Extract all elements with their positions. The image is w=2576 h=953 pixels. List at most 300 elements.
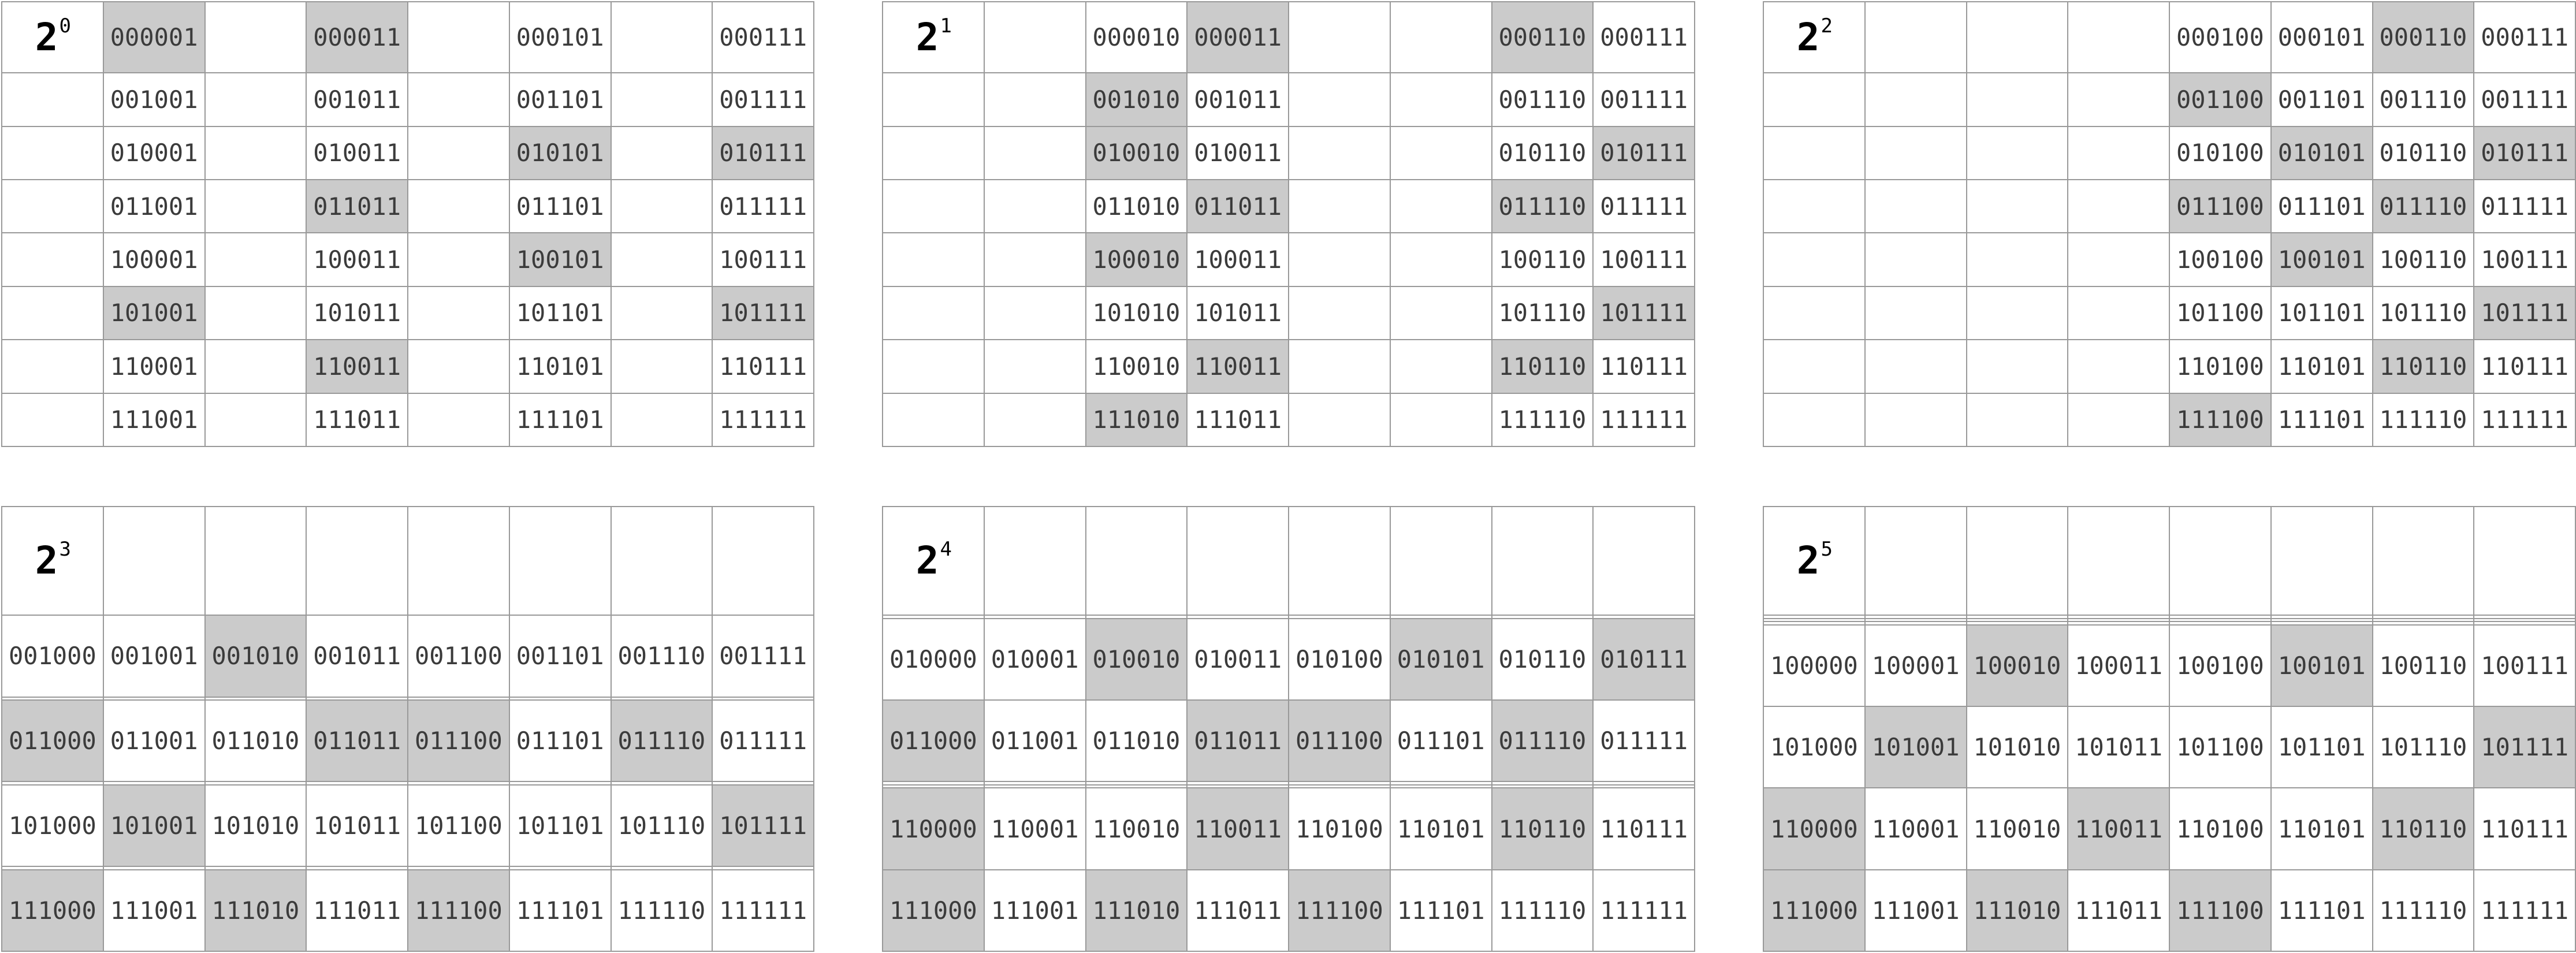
binary-cell: 010100 [1289,619,1390,700]
card-row [2,340,814,393]
binary-cell: 001101 [509,615,611,697]
empty-cell [408,393,509,446]
binary-cell: 110011 [1187,788,1289,869]
binary-cell: 111000 [2,870,103,951]
card-row [1763,507,2575,615]
binary-cell: 011101 [509,180,611,233]
empty-cell [1967,393,2068,446]
binary-cell: 000100 [2169,2,2271,73]
empty-cell [2,180,103,233]
binary-cell: 011111 [2474,180,2575,233]
empty-cell [1390,507,1492,615]
card-row [883,619,1695,700]
binary-cell: 111010 [1967,870,2068,951]
binary-cell: 111001 [103,870,205,951]
empty-cell [984,73,1086,126]
binary-cell: 111111 [2474,393,2575,446]
empty-cell [1289,180,1390,233]
empty-cell [103,507,205,615]
binary-cell: 010111 [1593,619,1695,700]
empty-cell [2271,507,2373,615]
empty-cell [1967,2,2068,73]
binary-cell: 100010 [1967,625,2068,706]
binary-cell: 110100 [1289,788,1390,869]
binary-cell: 010000 [883,619,984,700]
binary-cell: 010011 [1187,619,1289,700]
card-row [1763,2,2575,73]
empty-cell [408,507,509,615]
binary-cell: 101011 [1187,286,1289,340]
empty-cell [1289,2,1390,73]
binary-cell: 001011 [1187,73,1289,126]
card-row [1763,870,2575,951]
power-exponent: 3 [59,538,71,561]
binary-cell: 111010 [205,870,307,951]
empty-cell [2,393,103,446]
empty-cell [1086,507,1188,615]
binary-cell: 110101 [509,340,611,393]
binary-cell: 111110 [1492,393,1594,446]
binary-cell: 111100 [2169,393,2271,446]
empty-cell [984,233,1086,286]
empty-cell [1865,2,1967,73]
binary-cell: 111110 [2373,870,2474,951]
card-row [2,615,814,697]
card-row [883,700,1695,781]
empty-cell [1865,286,1967,340]
empty-cell [984,180,1086,233]
binary-cell: 110111 [2474,340,2575,393]
empty-cell [1763,286,1865,340]
binary-cell: 101110 [2373,286,2474,340]
binary-cell: 001101 [2271,73,2373,126]
empty-cell [205,393,307,446]
binary-cell: 100011 [306,233,408,286]
binary-cell: 101100 [408,785,509,866]
binary-cell: 100101 [509,233,611,286]
empty-cell [1865,340,1967,393]
binary-cell: 001111 [712,73,814,126]
empty-cell [1289,340,1390,393]
power-card-2-4 [882,506,1695,952]
binary-cell: 101101 [2271,706,2373,788]
empty-cell [408,286,509,340]
empty-cell [205,126,307,180]
empty-cell [984,507,1086,615]
binary-cell: 010010 [1086,619,1188,700]
binary-cell: 000101 [509,2,611,73]
binary-cell: 001100 [408,615,509,697]
binary-cell: 111010 [1086,393,1188,446]
binary-cell: 011100 [408,700,509,781]
binary-cell: 010110 [1492,619,1594,700]
binary-cell: 000011 [306,2,408,73]
empty-cell [1763,73,1865,126]
binary-cell: 110111 [1593,340,1695,393]
binary-cell: 011000 [883,700,984,781]
empty-cell [1187,507,1289,615]
card-row [1763,393,2575,446]
binary-cell: 100101 [2271,625,2373,706]
card-row [2,870,814,951]
empty-cell [2068,2,2169,73]
binary-cell: 010001 [984,619,1086,700]
binary-cell: 110110 [1492,788,1594,869]
empty-cell [1763,393,1865,446]
card-row [2,73,814,126]
binary-cell: 100000 [1763,625,1865,706]
empty-cell [205,2,307,73]
binary-cell: 001001 [103,615,205,697]
binary-cell: 000110 [2373,2,2474,73]
empty-cell [2,126,103,180]
power-exponent: 2 [1821,14,1833,38]
empty-cell [2474,507,2575,615]
binary-cell: 101101 [509,286,611,340]
empty-cell [1967,126,2068,180]
card-row [1763,788,2575,869]
binary-cell: 101101 [509,785,611,866]
binary-cell: 110110 [1492,340,1594,393]
power-base: 2 [1796,14,1820,59]
binary-cell: 001110 [2373,73,2474,126]
empty-cell [611,393,713,446]
empty-cell [1390,126,1492,180]
binary-cell: 111110 [2373,393,2474,446]
binary-cell: 101010 [1967,706,2068,788]
card-row [1763,180,2575,233]
binary-cell: 101111 [712,785,814,866]
binary-cell: 011000 [2,700,103,781]
binary-cell: 100011 [2068,625,2169,706]
empty-cell [1967,286,2068,340]
binary-cell: 101110 [2373,706,2474,788]
empty-cell [2068,340,2169,393]
binary-cell: 001111 [2474,73,2575,126]
binary-cell: 011011 [1187,180,1289,233]
empty-cell [1289,393,1390,446]
binary-cell: 101011 [306,785,408,866]
binary-cell: 110011 [306,340,408,393]
binary-cell: 101111 [1593,286,1695,340]
binary-cell: 010101 [2271,126,2373,180]
card-row [883,73,1695,126]
binary-cell: 010011 [306,126,408,180]
binary-cell: 011100 [1289,700,1390,781]
empty-cell [408,73,509,126]
binary-cell: 011111 [712,180,814,233]
empty-cell [205,233,307,286]
power-label-cell [2,507,103,615]
empty-cell [2068,73,2169,126]
empty-cell [2169,507,2271,615]
binary-cell: 010111 [2474,126,2575,180]
binary-cell: 110101 [2271,340,2373,393]
card-row [2,233,814,286]
binary-cell: 110101 [2271,788,2373,869]
empty-cell [984,126,1086,180]
binary-cell: 100001 [103,233,205,286]
binary-cell: 011011 [306,180,408,233]
binary-cell: 010010 [1086,126,1188,180]
card-row [883,286,1695,340]
binary-cell: 111001 [984,870,1086,951]
binary-cell: 010101 [1390,619,1492,700]
binary-cell: 011001 [103,180,205,233]
card-row [883,2,1695,73]
empty-cell [1967,507,2068,615]
empty-cell [205,73,307,126]
power-label [35,538,70,583]
empty-cell [2068,286,2169,340]
card-row [883,126,1695,180]
binary-cell: 110110 [2373,340,2474,393]
card-row [2,700,814,781]
binary-cell: 011111 [1593,700,1695,781]
power-label [35,15,70,59]
binary-cell: 100010 [1086,233,1188,286]
empty-cell [883,233,984,286]
binary-cell: 111000 [1763,870,1865,951]
power-base: 2 [1796,538,1820,583]
binary-cell: 101100 [2169,706,2271,788]
empty-cell [1390,340,1492,393]
card-row [2,2,814,73]
card-row [1763,73,2575,126]
binary-cell: 001100 [2169,73,2271,126]
card-row [2,393,814,446]
card-row [1763,340,2575,393]
empty-cell [2068,507,2169,615]
card-row [2,785,814,866]
empty-cell [984,2,1086,73]
binary-cell: 011011 [306,700,408,781]
binary-cell: 011101 [2271,180,2373,233]
binary-cell: 101111 [2474,286,2575,340]
binary-cell: 110000 [1763,788,1865,869]
binary-cell: 110010 [1086,340,1188,393]
binary-cell: 001010 [1086,73,1188,126]
power-exponent: 5 [1821,538,1833,561]
binary-cell: 111111 [1593,393,1695,446]
empty-cell [408,340,509,393]
empty-cell [1390,73,1492,126]
binary-cell: 110111 [1593,788,1695,869]
binary-cell: 000011 [1187,2,1289,73]
binary-cell: 010101 [509,126,611,180]
empty-cell [1492,507,1594,615]
binary-cell: 110111 [2474,788,2575,869]
binary-cell: 101111 [712,286,814,340]
binary-cell: 011010 [1086,700,1188,781]
power-label-cell [1763,507,1865,615]
binary-cell: 110101 [1390,788,1492,869]
binary-cell: 011010 [205,700,307,781]
card-row [1763,286,2575,340]
binary-cell: 110011 [1187,340,1289,393]
power-label-cell [883,507,984,615]
binary-cell: 110000 [883,788,984,869]
empty-cell [1865,233,1967,286]
binary-cell: 111001 [103,393,205,446]
binary-cell: 010100 [2169,126,2271,180]
power-card-2-0 [1,1,814,447]
binary-cell: 101101 [2271,286,2373,340]
empty-cell [1865,180,1967,233]
binary-cell: 011100 [2169,180,2271,233]
binary-cell: 001111 [712,615,814,697]
empty-cell [883,340,984,393]
empty-cell [2068,233,2169,286]
card-row [883,180,1695,233]
empty-cell [205,340,307,393]
binary-cell: 111010 [1086,870,1188,951]
binary-cell: 001011 [306,73,408,126]
empty-cell [1289,233,1390,286]
empty-cell [611,340,713,393]
binary-cell: 110100 [2169,788,2271,869]
binary-cell: 011110 [2373,180,2474,233]
binary-cell: 101001 [103,286,205,340]
empty-cell [1390,286,1492,340]
binary-cell: 101011 [306,286,408,340]
binary-cell: 101010 [1086,286,1188,340]
binary-cell: 111101 [2271,870,2373,951]
empty-cell [1390,2,1492,73]
empty-cell [883,393,984,446]
binary-cell: 111011 [1187,870,1289,951]
binary-cell: 000111 [2474,2,2575,73]
binary-cell: 101001 [1865,706,1967,788]
binary-cell: 100011 [1187,233,1289,286]
binary-cell: 111101 [509,393,611,446]
power-label-cell [883,2,984,73]
card-row [883,340,1695,393]
binary-cell: 111011 [306,870,408,951]
power-card-2-5 [1763,506,2576,952]
binary-cell: 010001 [103,126,205,180]
binary-cell: 110001 [1865,788,1967,869]
power-card-2-3 [1,506,814,952]
power-label [916,538,951,583]
binary-cell: 000010 [1086,2,1188,73]
power-base: 2 [915,14,939,59]
binary-cell: 011111 [1593,180,1695,233]
binary-cell: 111101 [2271,393,2373,446]
binary-cell: 111111 [1593,870,1695,951]
binary-cell: 100100 [2169,625,2271,706]
empty-cell [1865,393,1967,446]
empty-cell [611,507,713,615]
power-exponent: 1 [940,14,952,38]
binary-cell: 101110 [1492,286,1594,340]
binary-cell: 000111 [712,2,814,73]
empty-cell [984,393,1086,446]
empty-cell [883,73,984,126]
binary-cell: 111001 [1865,870,1967,951]
power-label [1797,538,1832,583]
binary-cell: 101011 [2068,706,2169,788]
binary-cell: 000110 [1492,2,1594,73]
power-exponent: 4 [940,538,952,561]
binary-cell: 101100 [2169,286,2271,340]
empty-cell [1289,73,1390,126]
empty-cell [2068,180,2169,233]
binary-cell: 101010 [205,785,307,866]
binary-cell: 100110 [2373,625,2474,706]
binary-cell: 000001 [103,2,205,73]
binary-cell: 010110 [2373,126,2474,180]
binary-cell: 011001 [984,700,1086,781]
binary-cell: 001111 [1593,73,1695,126]
binary-cell: 100110 [1492,233,1594,286]
power-label [1797,15,1832,59]
empty-cell [1390,393,1492,446]
binary-cell: 001110 [1492,73,1594,126]
binary-cell: 011010 [1086,180,1188,233]
card-row [883,788,1695,869]
binary-cell: 110011 [2068,788,2169,869]
empty-cell [1967,233,2068,286]
card-row [883,233,1695,286]
empty-cell [408,126,509,180]
empty-cell [2,340,103,393]
empty-cell [205,286,307,340]
empty-cell [883,286,984,340]
empty-cell [205,507,307,615]
card-row [1763,706,2575,788]
empty-cell [611,233,713,286]
binary-cell: 001010 [205,615,307,697]
binary-cell: 111101 [509,870,611,951]
binary-cell: 100111 [1593,233,1695,286]
empty-cell [984,286,1086,340]
binary-cell: 101000 [1763,706,1865,788]
empty-cell [1967,180,2068,233]
binary-cell: 001001 [103,73,205,126]
binary-cell: 111000 [883,870,984,951]
empty-cell [1763,233,1865,286]
binary-cell: 010111 [712,126,814,180]
binary-cell: 100001 [1865,625,1967,706]
empty-cell [1865,73,1967,126]
empty-cell [1289,286,1390,340]
binary-cell: 001101 [509,73,611,126]
binary-cell: 111100 [2169,870,2271,951]
binary-cell: 001000 [2,615,103,697]
empty-cell [1967,340,2068,393]
binary-cell: 011001 [103,700,205,781]
empty-cell [883,126,984,180]
binary-cell: 011101 [509,700,611,781]
binary-cell: 111111 [712,393,814,446]
power-base: 2 [35,538,58,583]
empty-cell [1865,507,1967,615]
empty-cell [611,2,713,73]
binary-cell: 011101 [1390,700,1492,781]
binary-cell: 010111 [1593,126,1695,180]
binary-cell: 110100 [2169,340,2271,393]
empty-cell [1390,233,1492,286]
binary-cell: 000111 [1593,2,1695,73]
empty-cell [408,233,509,286]
binary-cell: 111110 [611,870,713,951]
binary-cell: 111100 [408,870,509,951]
empty-cell [1763,180,1865,233]
binary-cell: 111011 [1187,393,1289,446]
power-label-cell [1763,2,1865,73]
card-row [883,393,1695,446]
